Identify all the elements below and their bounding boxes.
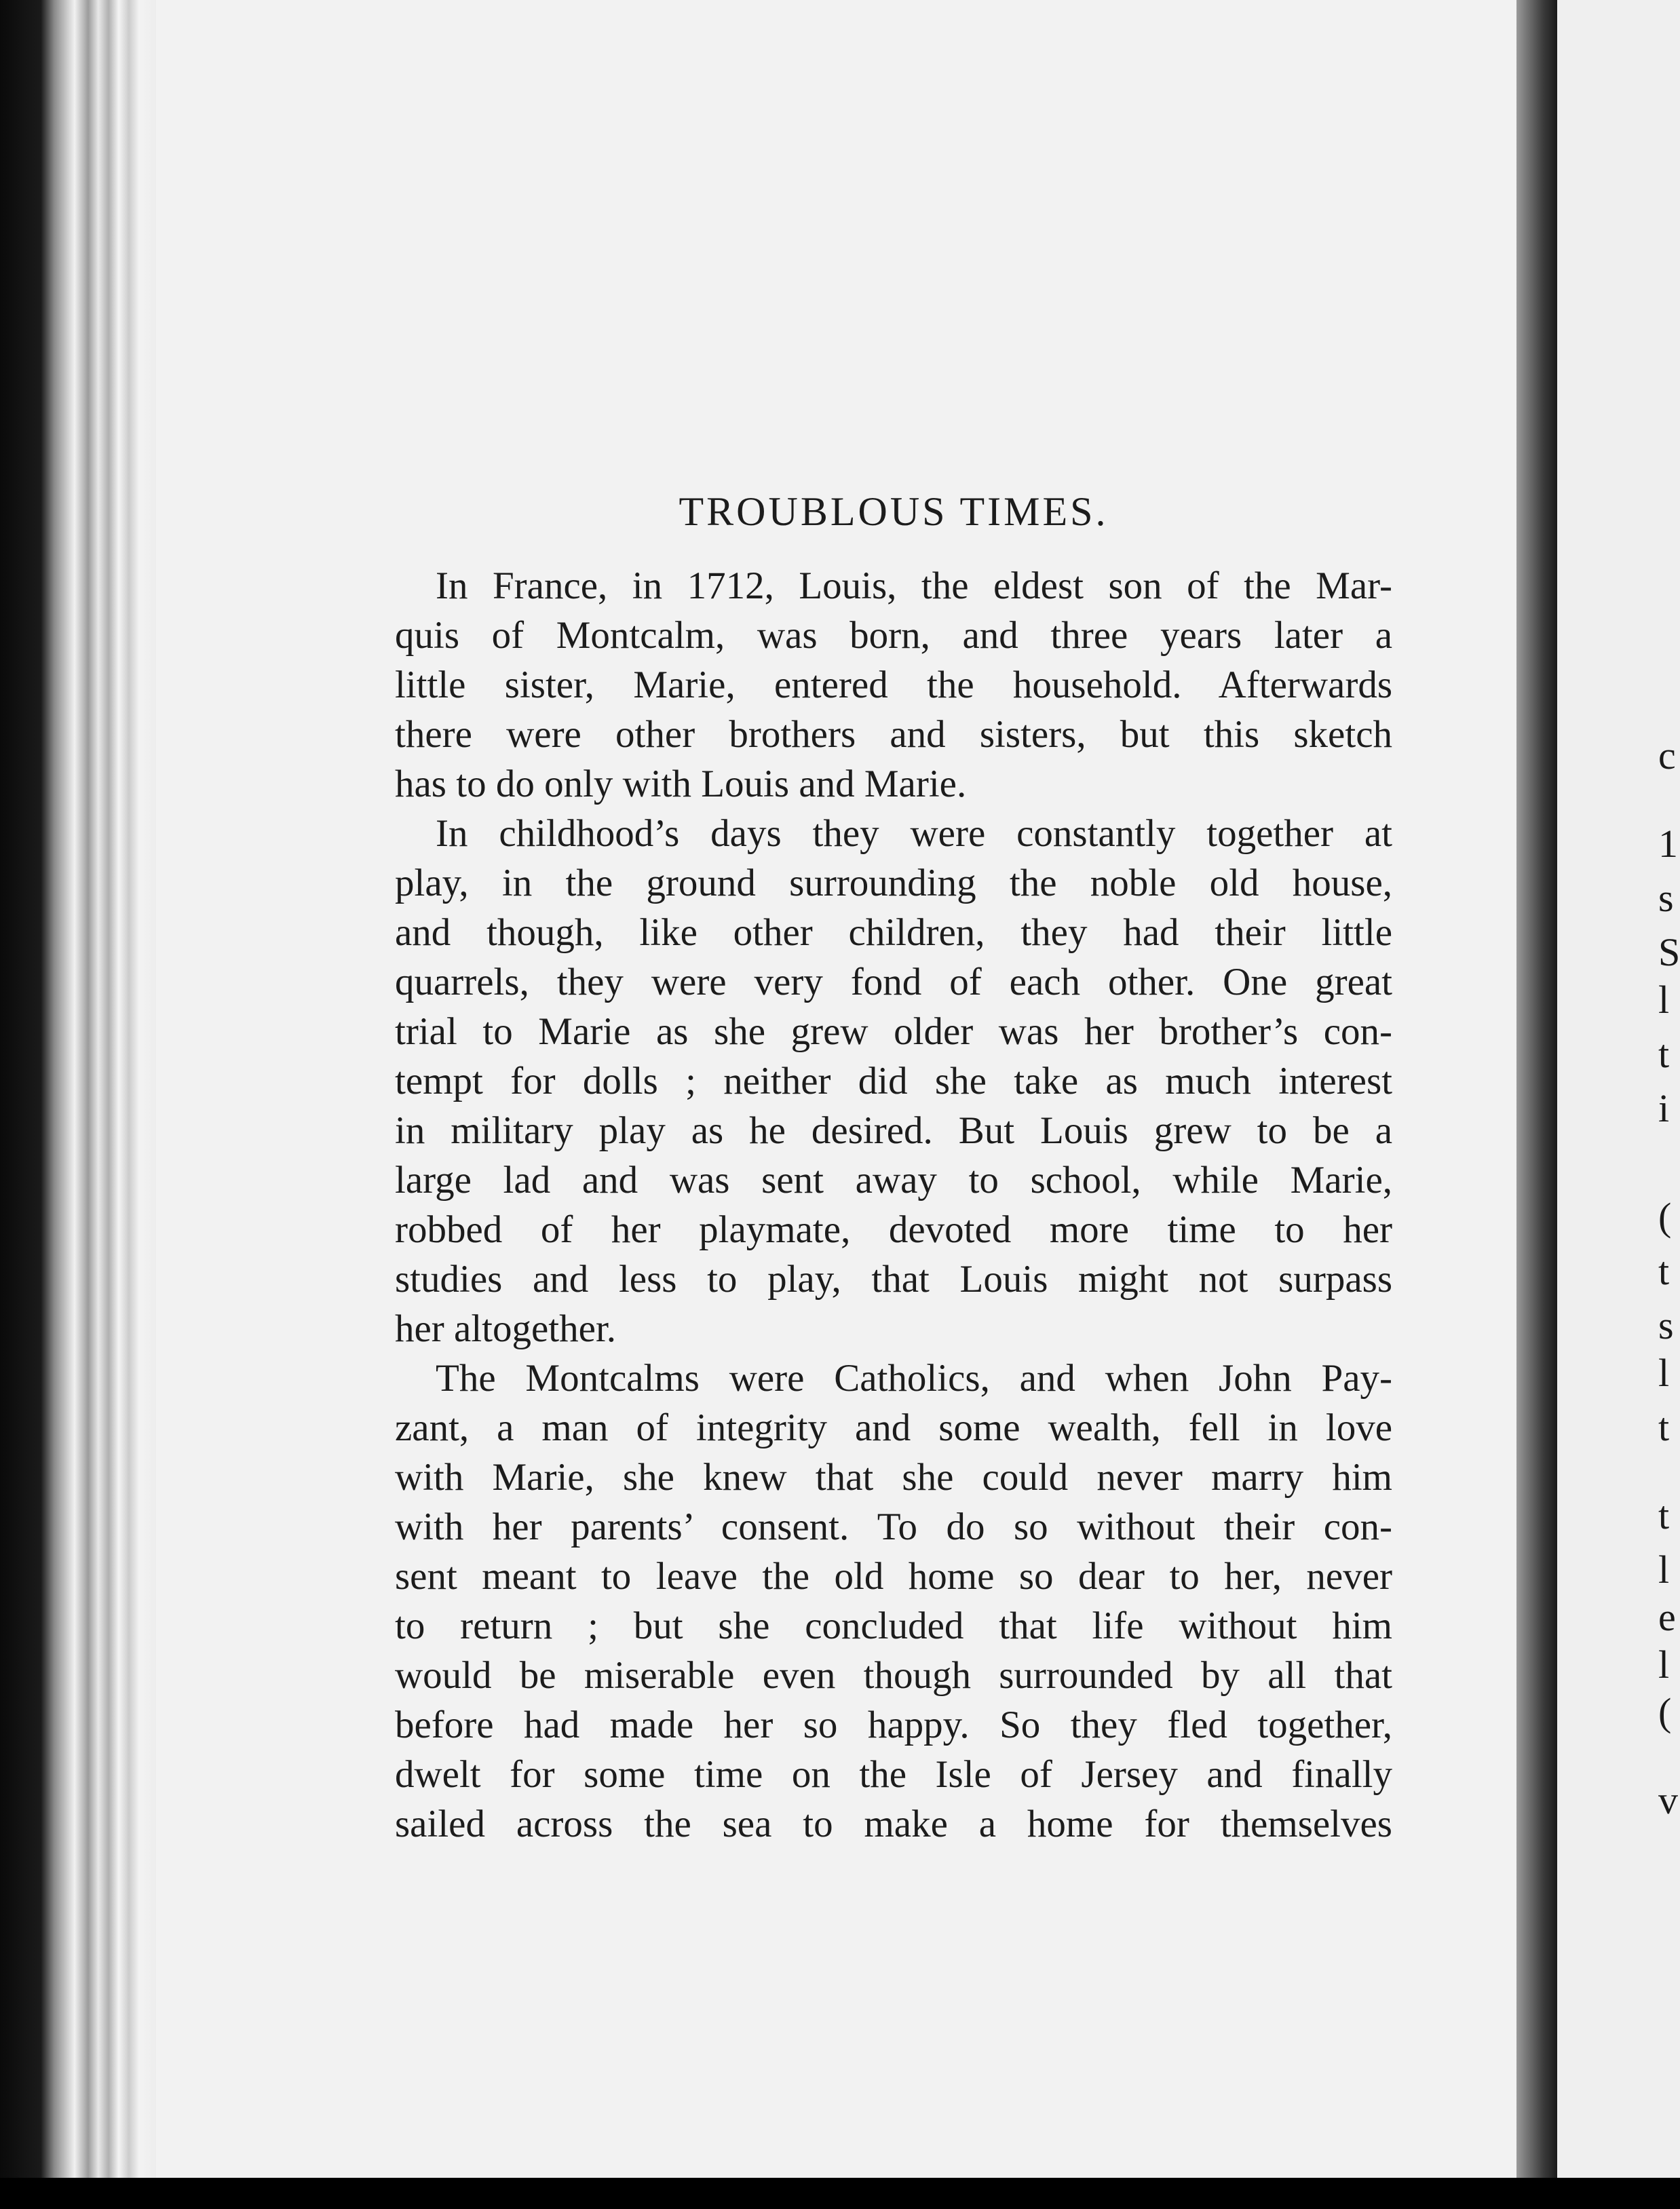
facing-page-letter: ( [1658, 1690, 1672, 1734]
text-line: and though, like other children, they had their little [395, 911, 1392, 954]
text-line: zant, a man of integrity and some wealth, fell in love [395, 1406, 1392, 1449]
facing-page-letter: S [1658, 930, 1680, 974]
facing-page-letter: t [1658, 1493, 1670, 1537]
facing-page-letter: l [1658, 1643, 1670, 1687]
facing-page-letter: c [1658, 733, 1676, 777]
facing-page-letter: s [1658, 876, 1674, 920]
text-line: in military play as he desired. But Louis grew to be a [395, 1109, 1392, 1152]
text-line: there were other brothers and sisters, but this sketch [395, 713, 1392, 756]
text-line: little sister, Marie, entered the household. Afterwards [395, 664, 1392, 706]
page-text-block [395, 488, 1392, 1849]
text-line: with her parents’ consent. To do so without their con- [395, 1505, 1392, 1548]
facing-page-letter: l [1658, 1351, 1670, 1395]
text-line: The Montcalms were Catholics, and when John Pay- [436, 1357, 1392, 1400]
text-line: In France, in 1712, Louis, the eldest son of the Mar- [436, 564, 1392, 607]
facing-page-letter: ( [1658, 1195, 1672, 1239]
text-line: sailed across the sea to make a home for themselves [395, 1803, 1392, 1845]
text-line: would be miserable even though surrounded by all that [395, 1654, 1392, 1697]
text-line: quarrels, they were very fond of each other. One great [395, 961, 1392, 1003]
text-line: play, in the ground surrounding the noble old house, [395, 862, 1392, 904]
text-line: dwelt for some time on the Isle of Jersey and finally [395, 1753, 1392, 1796]
book-left-edge [0, 0, 156, 2209]
text-line: studies and less to play, that Louis might not surpass [395, 1258, 1392, 1301]
chapter-title: TROUBLOUS TIMES. [679, 489, 1109, 534]
facing-page-letter: t [1658, 1032, 1670, 1076]
text-line: In childhood’s days they were constantly together at [436, 812, 1392, 855]
facing-page-letter: l [1658, 978, 1670, 1022]
text-line: her altogether. [395, 1307, 617, 1350]
text-line: with Marie, she knew that she could never marry him [395, 1456, 1392, 1499]
facing-page-letter: t [1658, 1405, 1670, 1449]
text-line: quis of Montcalm, was born, and three years later a [395, 614, 1392, 657]
book-gutter [1516, 0, 1557, 2209]
text-line: trial to Marie as she grew older was her brother’s con- [395, 1010, 1392, 1053]
body-text [395, 561, 1392, 1849]
text-line: before had made her so happy. So they fled together, [395, 1704, 1392, 1746]
facing-page-letter: i [1658, 1086, 1670, 1130]
text-line: robbed of her playmate, devoted more time to her [395, 1208, 1392, 1251]
facing-page-letter: t [1658, 1249, 1670, 1293]
scan-bottom-edge [0, 2178, 1680, 2209]
facing-page-letter: v [1658, 1778, 1678, 1822]
facing-page-letter: 1 [1658, 822, 1678, 866]
facing-page-letter: l [1658, 1548, 1670, 1592]
facing-page-letter: e [1658, 1595, 1676, 1639]
facing-page-text-fragments [1656, 0, 1680, 2209]
text-line: to return ; but she concluded that life without him [395, 1605, 1392, 1647]
text-line: sent meant to leave the old home so dear to her, never [395, 1555, 1392, 1598]
text-line: large lad and was sent away to school, while Marie, [395, 1159, 1392, 1202]
text-line: has to do only with Louis and Marie. [395, 763, 967, 805]
facing-page-letter: s [1658, 1303, 1674, 1347]
text-line: tempt for dolls ; neither did she take as much interest [395, 1060, 1392, 1102]
